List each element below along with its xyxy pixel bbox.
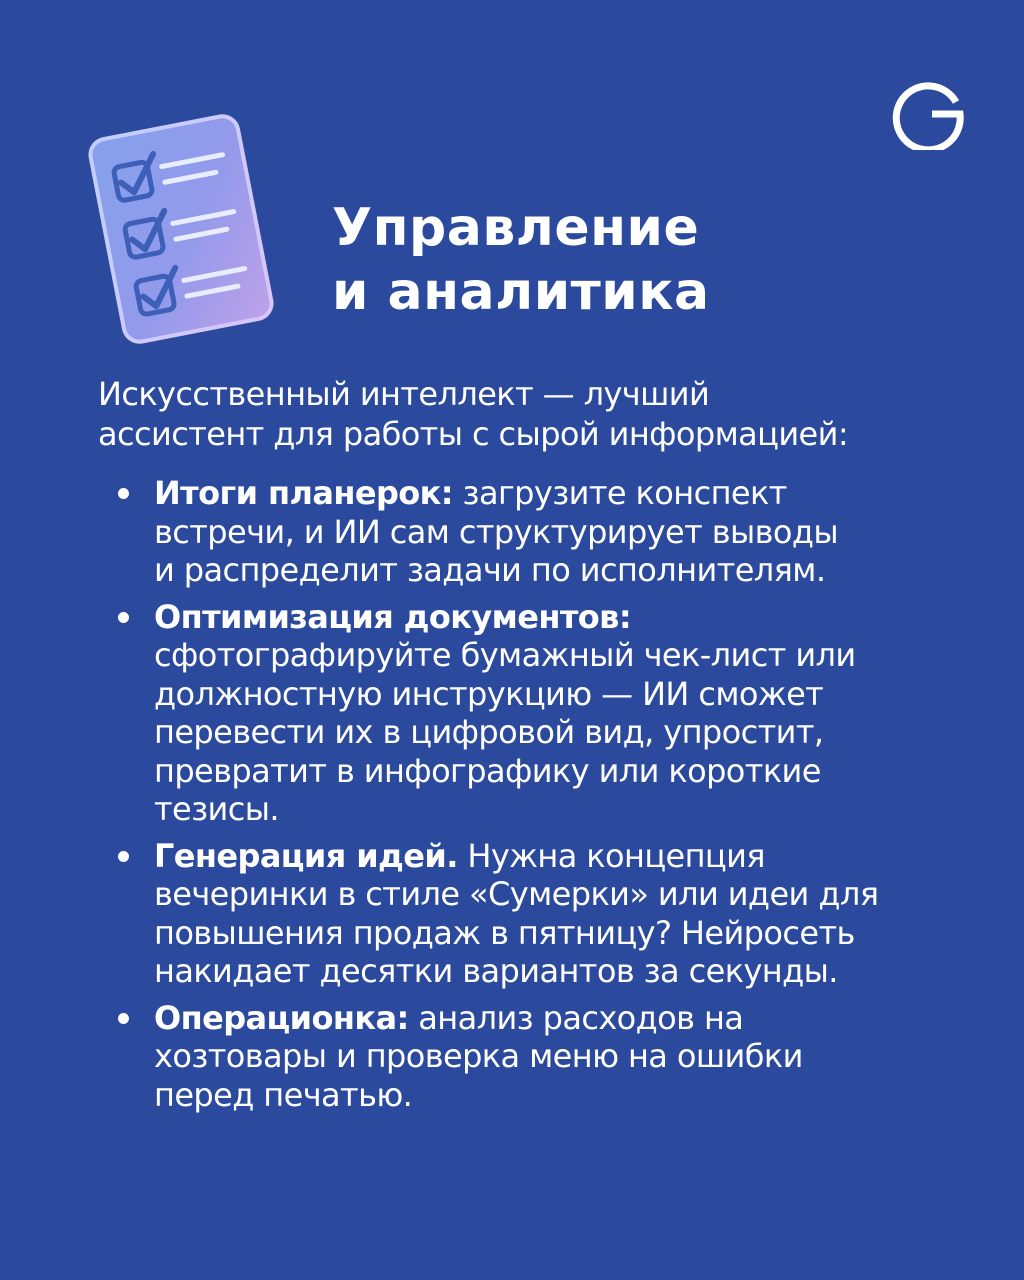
bullet-list	[112, 474, 878, 1122]
bullet-text: перед печатью.	[154, 1075, 413, 1114]
bullet-text: и распределит задачи по исполнителям.	[154, 551, 826, 589]
bullet-heading: Оптимизация документов:	[154, 597, 632, 636]
bullet-text: вечеринки в стиле «Сумерки» или идеи для	[154, 875, 879, 913]
bullet-dot-icon	[118, 612, 129, 623]
bullet-text: сфотографируйте бумажный чек-лист или	[154, 636, 856, 674]
checklist-clipboard-icon	[76, 104, 286, 354]
bullet-dot-icon	[118, 488, 129, 499]
bullet-text: Нужна концепция	[457, 836, 765, 875]
bullet-item-operations	[112, 999, 878, 1115]
bullet-text: перевести их в цифровой вид, упростит,	[154, 713, 824, 751]
bullet-text: тезисы.	[154, 790, 279, 828]
g-logo-icon	[888, 70, 968, 150]
bullet-text: хозтовары и проверка меню на ошибки	[154, 1037, 803, 1075]
bullet-heading: Генерация идей.	[154, 836, 458, 875]
bullet-text: превратит в инфографику или короткие	[154, 751, 821, 790]
bullet-text: анализ расходов на	[408, 998, 744, 1037]
bullet-item-meetings	[112, 474, 878, 590]
bullet-dot-icon	[118, 851, 129, 862]
bullet-item-documents	[112, 598, 878, 829]
intro-line-1: Искусственный интеллект — лучший	[98, 375, 710, 413]
bullet-text: должностную инструкцию — ИИ сможет	[154, 674, 824, 713]
bullet-text: повышения продаж в пятницу? Нейросеть	[154, 913, 855, 952]
intro-text	[98, 374, 848, 454]
bullet-text: загрузите конспект	[452, 474, 787, 512]
bullet-dot-icon	[118, 1013, 129, 1024]
intro-line-2: ассистент для работы с сырой информацией:	[98, 415, 849, 453]
bullet-heading: Итоги планерок:	[154, 474, 453, 512]
title-line-2: и аналитика	[332, 262, 710, 322]
bullet-item-ideas	[112, 837, 878, 991]
bullet-heading: Операционка:	[154, 998, 409, 1037]
title-line-1: Управление	[332, 198, 700, 258]
bullet-text: накидает десятки вариантов за секунды.	[154, 952, 838, 990]
page-title	[332, 196, 710, 324]
bullet-text: встречи, и ИИ сам структурирует выводы	[154, 512, 839, 551]
